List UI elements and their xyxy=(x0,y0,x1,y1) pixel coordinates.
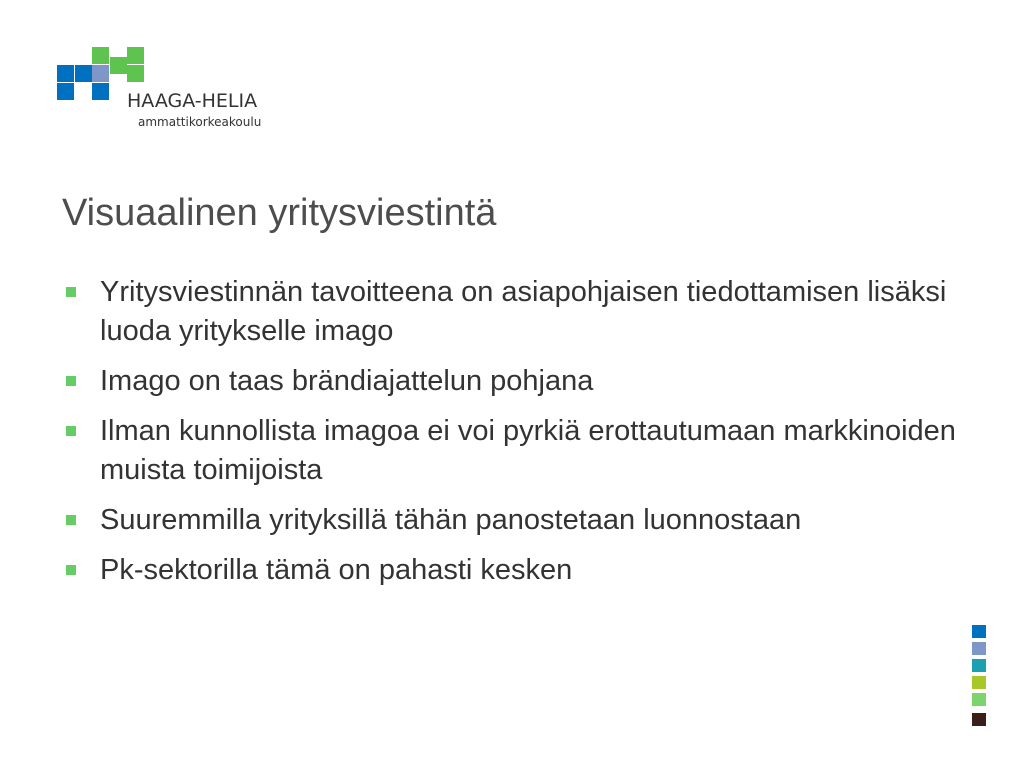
bullet-item xyxy=(62,273,962,351)
haaga-helia-logo xyxy=(57,47,297,137)
logo-square xyxy=(92,83,109,100)
logo-square xyxy=(57,83,74,100)
bullet-item xyxy=(62,362,962,401)
logo-name: HAAGA-HELIA xyxy=(127,90,258,112)
decorative-square xyxy=(972,713,986,726)
logo-square xyxy=(57,65,74,82)
bullet-item xyxy=(62,551,962,590)
bullet-item xyxy=(62,412,962,490)
decorative-square xyxy=(972,659,986,672)
square-bullet-icon xyxy=(66,376,76,386)
bullet-text: Pk-sektorilla tämä on pahasti kesken xyxy=(100,554,573,586)
decorative-square xyxy=(972,625,986,638)
logo-subtitle: ammattikorkeakoulu xyxy=(138,115,262,129)
decorative-square xyxy=(972,642,986,655)
square-bullet-icon xyxy=(66,515,76,525)
bullet-text: Imago on taas brändiajattelun pohjana xyxy=(100,365,594,397)
logo-square xyxy=(110,57,127,74)
square-bullet-icon xyxy=(66,426,76,436)
logo-square xyxy=(92,65,109,82)
bullet-text: Yritysviestinnän tavoitteena on asiapohjaisen tiedottamisen lisäksi luoda yritykselle imago xyxy=(100,276,947,347)
slide-title: Visuaalinen yritysviestintä xyxy=(62,192,497,234)
logo-square xyxy=(127,47,144,64)
logo-square xyxy=(92,47,109,64)
square-bullet-icon xyxy=(66,287,76,297)
bullet-text: Suuremmilla yrityksillä tähän panostetaan luonnostaan xyxy=(100,504,802,536)
square-bullet-icon xyxy=(66,565,76,575)
decorative-side-squares xyxy=(972,625,987,727)
bullet-text: Ilman kunnollista imagoa ei voi pyrkiä erottautumaan markkinoiden muista toimijoista xyxy=(100,415,956,486)
decorative-square xyxy=(972,693,986,706)
logo-square xyxy=(75,65,92,82)
bullet-item xyxy=(62,501,962,540)
bullet-list xyxy=(62,273,962,601)
decorative-square xyxy=(972,676,986,689)
logo-square xyxy=(127,65,144,82)
